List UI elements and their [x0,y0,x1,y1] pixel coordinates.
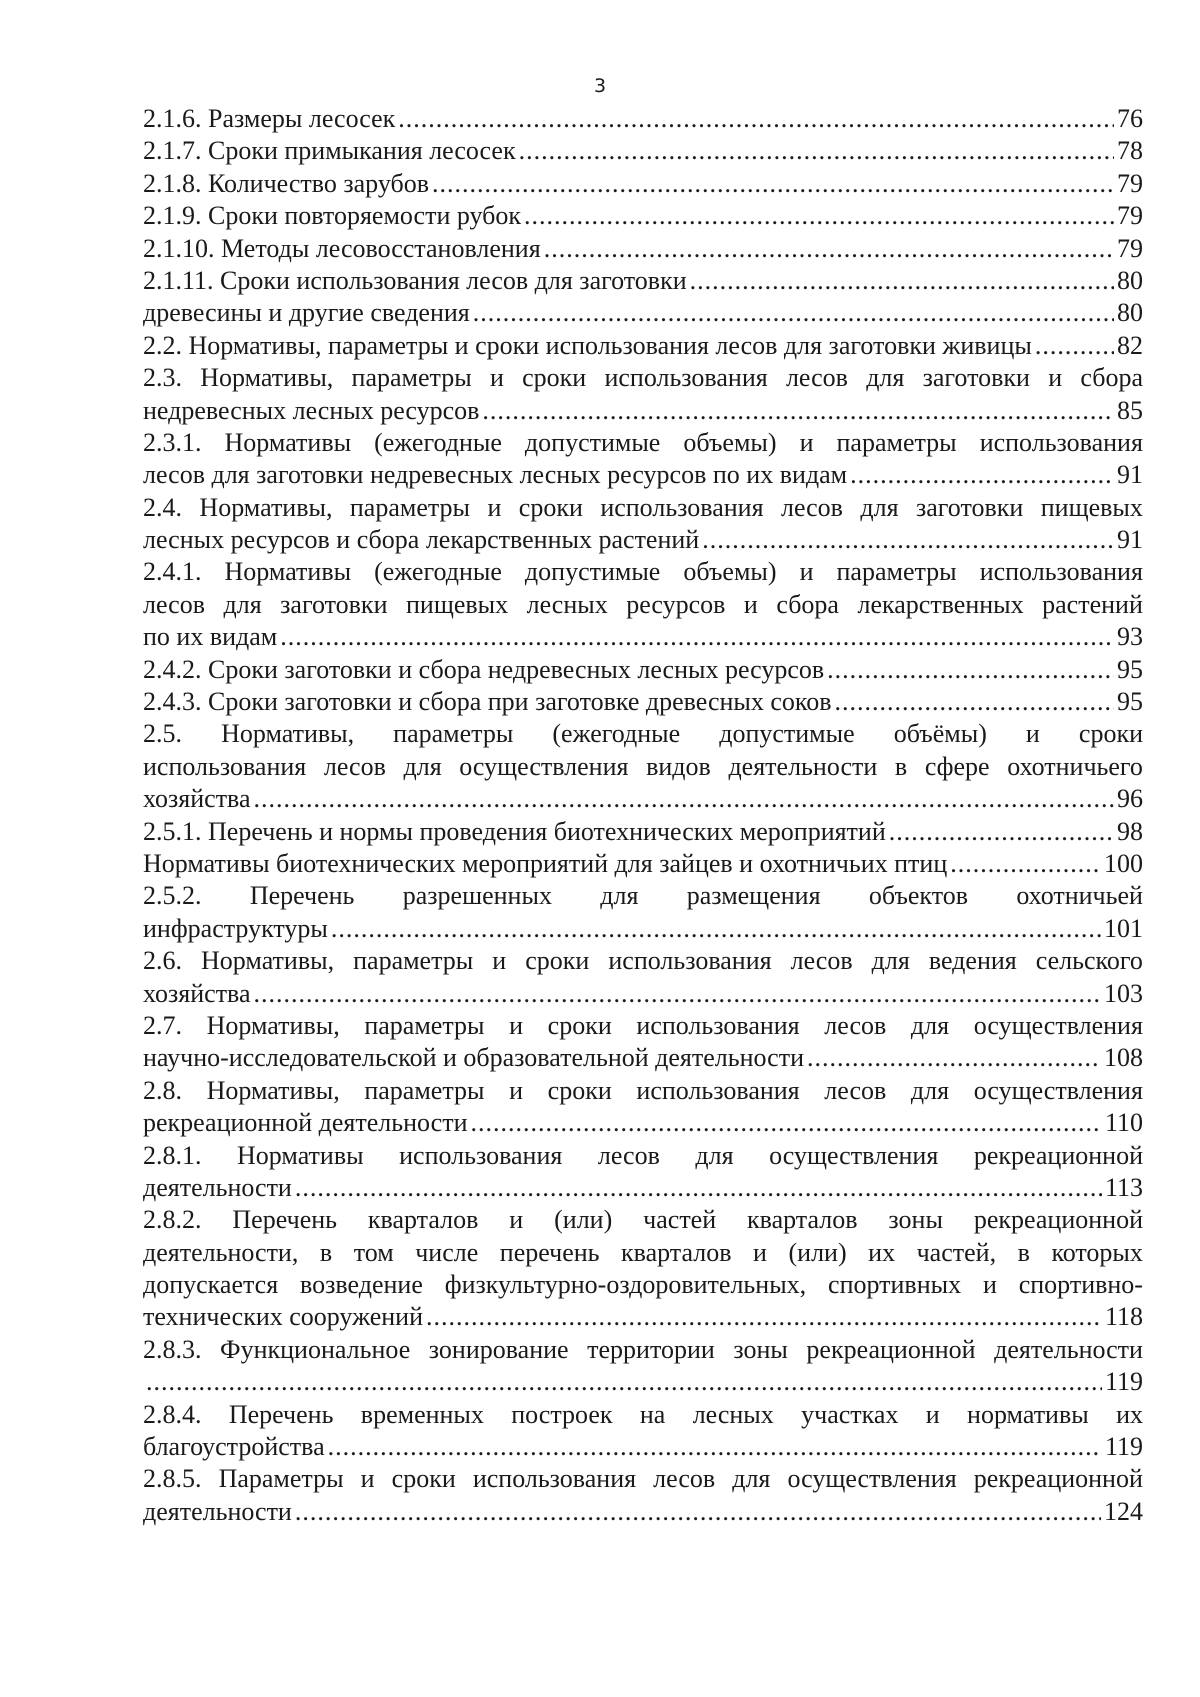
toc-entry[interactable] [143,816,1143,848]
dot-leader [950,848,1101,880]
toc-entry-line: деятельности, в том числе перечень кварталов и (или) их частей, в которых [143,1237,1143,1267]
dot-leader [524,200,1114,232]
toc-entry-line: 2.7. Нормативы, параметры и сроки использования лесов для осуществления [143,1010,1143,1040]
toc-entry[interactable] [143,135,1143,167]
dot-leader [889,816,1114,848]
toc-entry[interactable] [143,1140,1143,1205]
dot-leader [850,459,1114,491]
toc-page-number: 118 [1104,1302,1143,1332]
dot-leader [254,978,1101,1010]
toc-entry[interactable] [143,200,1143,232]
toc-page-number: 93 [1117,622,1143,652]
toc-entry[interactable] [143,168,1143,200]
toc-entry[interactable] [143,686,1143,718]
toc-entry-last-line [143,297,1143,329]
dot-leader [470,1107,1101,1139]
toc-entry-title: 2.2. Нормативы, параметры и сроки использования лесов для заготовки живицы [143,330,1032,360]
toc-entry-last-line [143,1301,1143,1333]
toc-entry-last-line [143,459,1143,491]
toc-entry-title: 2.1.6. Размеры лесосек [143,104,396,133]
toc-entry[interactable] [143,330,1143,362]
toc-entry[interactable] [143,362,1143,427]
toc-entry[interactable] [143,1334,1143,1399]
toc-entry-title: хозяйства [143,978,251,1008]
toc-entry-last-line [143,265,1143,297]
toc-page-number: 79 [1117,201,1143,231]
toc-entry-line: допускается возведение физкультурно-оздоровительных, спортивных и спортивно- [143,1270,1143,1300]
toc-page-number: 95 [1117,654,1143,684]
dot-leader [432,168,1114,200]
toc-entry-last-line [143,1042,1143,1074]
toc-entry-last-line [143,816,1143,848]
toc-entry-line: 2.8.5. Параметры и сроки использования лесов для осуществления рекреационной [143,1464,1143,1494]
toc-entry[interactable] [143,556,1143,653]
toc-page-number: 76 [1117,104,1143,133]
dot-leader [482,395,1114,427]
toc-page-number: 103 [1104,978,1143,1008]
dot-leader [254,783,1114,815]
toc-entry-title: Нормативы биотехнических мероприятий для зайцев и охотничьих птиц [143,848,948,878]
toc-page-number: 91 [1117,460,1143,490]
toc-entry-last-line [143,913,1143,945]
table-of-contents [143,103,1143,1528]
toc-entry[interactable] [143,1204,1143,1334]
toc-page-number: 113 [1104,1172,1143,1202]
toc-entry-title: научно-исследовательской и образовательной деятельности [143,1043,804,1073]
toc-entry-line: 2.8.4. Перечень временных построек на лесных участках и нормативы их [143,1399,1143,1429]
toc-entry[interactable] [143,297,1143,329]
toc-entry-line: 2.3.1. Нормативы (ежегодные допустимые объемы) и параметры использования [143,427,1143,457]
toc-page-number: 80 [1117,298,1143,328]
toc-page-number: 98 [1117,816,1143,846]
toc-entry-title: древесины и другие сведения [143,298,470,328]
toc-entry-last-line [143,654,1143,686]
dot-leader [295,1496,1101,1528]
toc-entry-line: 2.4.1. Нормативы (ежегодные допустимые объемы) и параметры использования [143,557,1143,587]
dot-leader [827,654,1114,686]
toc-entry-title: 2.1.8. Количество зарубов [143,168,429,198]
toc-entry-title: технических сооружений [143,1302,423,1332]
toc-entry-title: 2.1.10. Методы лесовосстановления [143,233,541,263]
dot-leader [702,524,1114,556]
toc-entry-title: 2.1.11. Сроки использования лесов для заготовки [143,265,687,295]
dot-leader [295,1172,1102,1204]
toc-entry-title: по их видам [143,622,278,652]
toc-entry-last-line [143,1366,1143,1398]
toc-entry-last-line [143,233,1143,265]
toc-entry[interactable] [143,718,1143,815]
toc-entry-last-line [143,848,1143,880]
dot-leader [1035,330,1114,362]
dot-leader [835,686,1114,718]
toc-entry-title: благоустройства [143,1432,325,1462]
toc-entry-last-line [143,1172,1143,1204]
toc-entry-last-line [143,135,1143,167]
toc-page-number: 95 [1117,687,1143,717]
dot-leader [280,621,1114,653]
dot-leader [426,1301,1102,1333]
toc-entry[interactable] [143,103,1143,135]
toc-entry-last-line [143,1107,1143,1139]
dot-leader [398,103,1114,135]
toc-entry-title: 2.5.1. Перечень и нормы проведения биотехнических мероприятий [143,816,886,846]
toc-page-number: 91 [1117,525,1143,555]
toc-entry-title: деятельности [143,1496,292,1526]
dot-leader [473,297,1114,329]
toc-page-number: 79 [1117,233,1143,263]
toc-entry-title: лесных ресурсов и сбора лекарственных растений [143,525,700,555]
toc-entry-title: хозяйства [143,784,251,814]
toc-entry-line: 2.8. Нормативы, параметры и сроки использования лесов для осуществления [143,1075,1143,1105]
toc-entry-title: 2.4.3. Сроки заготовки и сбора при заготовке древесных соков [143,687,832,717]
toc-entry-line: 2.3. Нормативы, параметры и сроки использования лесов для заготовки и сбора [143,363,1143,393]
toc-entry-line: 2.5.2. Перечень разрешенных для размещения объектов охотничьей [143,881,1143,911]
toc-entry-last-line [143,330,1143,362]
toc-entry[interactable] [143,233,1143,265]
toc-entry-line: 2.8.2. Перечень кварталов и (или) частей кварталов зоны рекреационной [143,1205,1143,1235]
toc-page-number: 80 [1117,265,1143,295]
toc-page-number: 119 [1104,1367,1143,1397]
toc-entry-last-line [143,686,1143,718]
toc-entry-last-line [143,395,1143,427]
toc-entry-last-line [143,200,1143,232]
toc-page-number: 101 [1104,913,1143,943]
toc-entry[interactable] [143,427,1143,492]
toc-entry-line: 2.5. Нормативы, параметры (ежегодные допустимые объёмы) и сроки [143,719,1143,749]
toc-entry-title: деятельности [143,1172,292,1202]
toc-page-number: 79 [1117,168,1143,198]
toc-entry-last-line [143,621,1143,653]
toc-entry-title: рекреационной деятельности [143,1108,468,1138]
toc-page-number: 110 [1104,1108,1143,1138]
toc-entry-last-line [143,103,1143,135]
toc-entry[interactable] [143,1399,1143,1464]
toc-entry-line: 2.8.3. Функциональное зонирование территории зоны рекреационной деятельности [143,1334,1143,1364]
dot-leader [807,1042,1101,1074]
toc-entry[interactable] [143,880,1143,945]
toc-entry[interactable] [143,492,1143,557]
toc-entry[interactable] [143,654,1143,686]
toc-entry-title: инфраструктуры [143,913,328,943]
toc-entry[interactable] [143,945,1143,1010]
toc-page-number: 100 [1104,848,1143,878]
toc-entry[interactable] [143,1010,1143,1075]
toc-entry-line: 2.8.1. Нормативы использования лесов для осуществления рекреационной [143,1140,1143,1170]
toc-entry-line: лесов для заготовки пищевых лесных ресурсов и сбора лекарственных растений [143,589,1143,619]
toc-entry-last-line [143,1431,1143,1463]
toc-page-number: 108 [1104,1043,1143,1073]
toc-page-number: 78 [1117,136,1143,166]
dot-leader [519,135,1114,167]
toc-page-number: 96 [1117,784,1143,814]
toc-entry[interactable] [143,265,1143,297]
dot-leader [544,233,1114,265]
toc-page-number: 124 [1104,1496,1143,1526]
toc-entry[interactable] [143,848,1143,880]
toc-entry-last-line [143,783,1143,815]
toc-entry-last-line [143,1496,1143,1528]
toc-entry-last-line [143,524,1143,556]
toc-entry-title: 2.1.7. Сроки примыкания лесосек [143,136,516,166]
toc-page-number: 82 [1117,330,1143,360]
toc-entry[interactable] [143,1075,1143,1140]
toc-entry-line: 2.4. Нормативы, параметры и сроки использования лесов для заготовки пищевых [143,492,1143,522]
toc-entry-title: лесов для заготовки недревесных лесных ресурсов по их видам [143,460,848,490]
toc-entry-title: 2.4.2. Сроки заготовки и сбора недревесных лесных ресурсов [143,654,825,684]
page-number: 3 [593,75,607,97]
dot-leader [331,913,1101,945]
toc-entry-last-line [143,978,1143,1010]
dot-leader [328,1431,1102,1463]
dot-leader [146,1366,1102,1398]
toc-entry[interactable] [143,1463,1143,1528]
dot-leader [690,265,1114,297]
toc-entry-title: недревесных лесных ресурсов [143,395,480,425]
toc-entry-line: использования лесов для осуществления видов деятельности в сфере охотничьего [143,751,1143,781]
toc-entry-last-line [143,168,1143,200]
toc-page-number: 119 [1104,1432,1143,1462]
toc-page-number: 85 [1117,395,1143,425]
toc-entry-line: 2.6. Нормативы, параметры и сроки использования лесов для ведения сельского [143,946,1143,976]
toc-entry-title: 2.1.9. Сроки повторяемости рубок [143,201,522,231]
